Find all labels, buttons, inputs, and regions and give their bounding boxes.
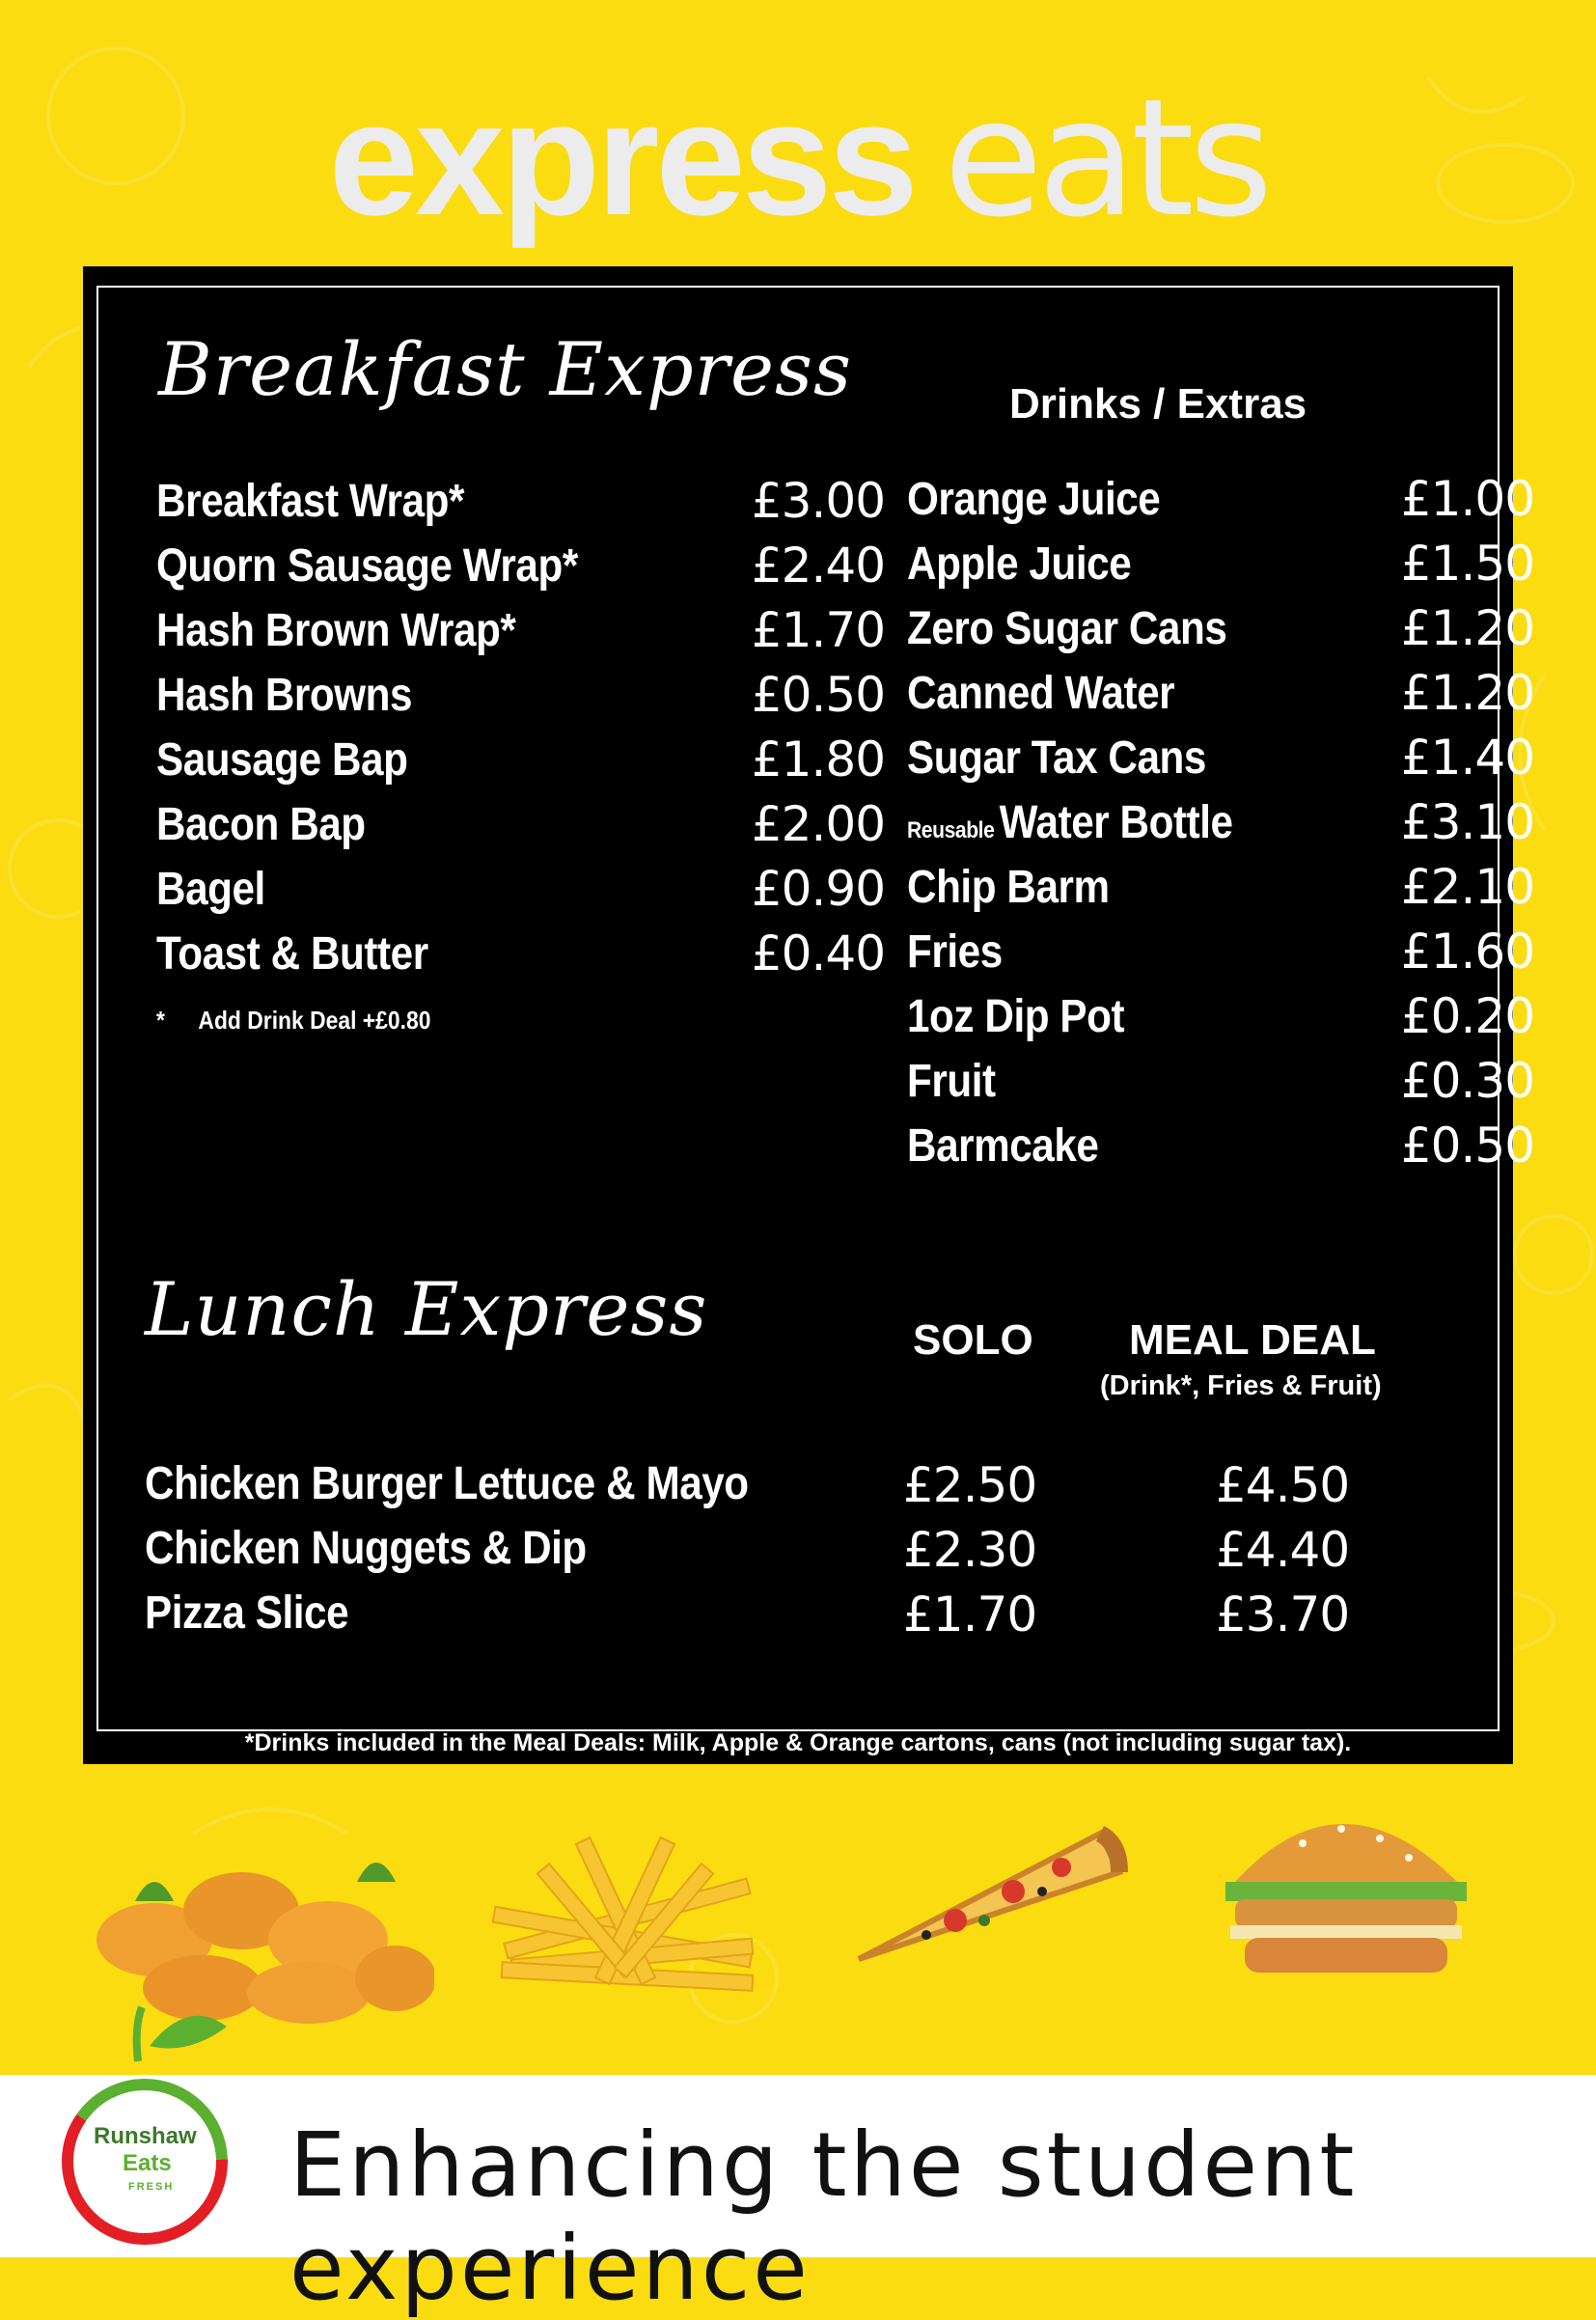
drinks-heading: Drinks / Extras bbox=[1009, 380, 1307, 428]
item-price: £0.90 bbox=[751, 861, 885, 917]
runshaw-eats-logo bbox=[53, 1969, 236, 2253]
item-name-text: Canned Water bbox=[907, 667, 1175, 719]
item-name bbox=[907, 538, 1131, 591]
item-name: Pizza Slice bbox=[145, 1588, 349, 1639]
item-name: Bacon Bap bbox=[156, 798, 366, 850]
drinks-item bbox=[907, 920, 1534, 983]
item-price: £1.00 bbox=[1400, 471, 1534, 527]
item-price: £1.80 bbox=[751, 732, 885, 787]
item-name-text: Chip Barm bbox=[907, 861, 1110, 913]
item-name bbox=[907, 473, 1160, 526]
meal-deal-label: MEAL DEAL bbox=[1129, 1316, 1376, 1364]
logo-text-eats: Eats bbox=[123, 2150, 172, 2176]
drinks-item bbox=[907, 532, 1534, 595]
item-name: Chicken Burger Lettuce & Mayo bbox=[145, 1458, 749, 1509]
item-name bbox=[907, 925, 1003, 979]
item-price: £1.20 bbox=[1400, 600, 1534, 656]
item-price: £1.70 bbox=[751, 602, 885, 658]
item-name bbox=[907, 1055, 996, 1108]
note-star: * bbox=[156, 1006, 165, 1035]
drinks-item bbox=[907, 467, 1534, 531]
drinks-item bbox=[907, 1049, 1534, 1113]
item-name-text: Fruit bbox=[907, 1055, 996, 1107]
item-price: £3.10 bbox=[1400, 794, 1534, 850]
item-name-text: Apple Juice bbox=[907, 538, 1132, 590]
breakfast-item bbox=[156, 922, 885, 985]
lunch-heading: Lunch Express bbox=[145, 1266, 708, 1352]
breakfast-item bbox=[156, 469, 885, 533]
meal-deal-price: £4.50 bbox=[1216, 1457, 1350, 1513]
item-price: £1.50 bbox=[1400, 536, 1534, 592]
item-price: £1.40 bbox=[1400, 730, 1534, 786]
item-name: Quorn Sausage Wrap* bbox=[156, 539, 578, 592]
item-name-text: Barmcake bbox=[907, 1119, 1099, 1172]
item-price: £2.00 bbox=[751, 796, 885, 852]
breakfast-item bbox=[156, 534, 885, 597]
item-name: Hash Brown Wrap* bbox=[156, 604, 516, 656]
breakfast-item bbox=[156, 598, 885, 662]
meal-deal-price: £3.70 bbox=[1216, 1587, 1350, 1643]
tagline: Enhancing the student experience bbox=[289, 2113, 1358, 2320]
title-eats: eats bbox=[943, 64, 1268, 253]
item-price: £3.00 bbox=[751, 473, 885, 529]
item-price: £0.40 bbox=[751, 925, 885, 981]
item-price: £0.50 bbox=[1400, 1118, 1534, 1174]
drinks-item bbox=[907, 1114, 1534, 1177]
breakfast-item bbox=[156, 857, 885, 921]
item-name bbox=[907, 667, 1174, 720]
drinks-item bbox=[907, 596, 1534, 660]
note-text: Add Drink Deal +£0.80 bbox=[198, 1006, 431, 1035]
pizza-slice-image bbox=[839, 1814, 1139, 2007]
meal-deal-footnote: *Drinks included in the Meal Deals: Milk, Apple & Orange cartons, cans (not including sugar tax). bbox=[244, 1729, 1352, 1756]
item-price: £0.50 bbox=[751, 667, 885, 723]
breakfast-item bbox=[156, 728, 885, 791]
logo-text-fresh: FRESH bbox=[128, 2181, 175, 2193]
item-name bbox=[907, 1119, 1098, 1173]
solo-label: SOLO bbox=[913, 1316, 1033, 1364]
item-name-text: Fries bbox=[907, 925, 1003, 978]
solo-price: £2.50 bbox=[903, 1457, 1037, 1513]
item-name: Chicken Nuggets & Dip bbox=[145, 1523, 587, 1574]
item-price: £1.20 bbox=[1400, 665, 1534, 721]
fries-image bbox=[463, 1814, 782, 2007]
item-name bbox=[907, 732, 1206, 785]
item-price: £1.60 bbox=[1400, 924, 1534, 980]
drinks-item bbox=[907, 790, 1534, 854]
item-name: Breakfast Wrap* bbox=[156, 475, 464, 527]
breakfast-item bbox=[156, 792, 885, 856]
breakfast-item bbox=[156, 663, 885, 727]
item-prefix: Reusable bbox=[907, 816, 995, 843]
breakfast-heading: Breakfast Express bbox=[158, 326, 852, 412]
logo-text-runshaw: Runshaw bbox=[94, 2123, 197, 2149]
drinks-item bbox=[907, 661, 1534, 725]
lunch-item bbox=[145, 1579, 1399, 1643]
item-name bbox=[907, 602, 1226, 655]
item-name-text: Water Bottle bbox=[999, 796, 1233, 848]
item-name: Sausage Bap bbox=[156, 733, 408, 786]
drinks-item bbox=[907, 984, 1534, 1048]
title-express: express bbox=[328, 68, 915, 249]
item-price: £0.20 bbox=[1400, 988, 1534, 1044]
solo-price: £1.70 bbox=[903, 1587, 1037, 1643]
page-title bbox=[0, 64, 1596, 253]
breakfast-note bbox=[156, 1006, 430, 1036]
item-name-text: 1oz Dip Pot bbox=[907, 990, 1125, 1042]
drinks-item bbox=[907, 726, 1534, 789]
item-name bbox=[907, 861, 1110, 914]
item-name: Hash Browns bbox=[156, 669, 413, 721]
apple-logo-icon bbox=[53, 1969, 236, 2249]
menu-board bbox=[83, 266, 1534, 1764]
item-name: Bagel bbox=[156, 863, 265, 915]
item-name-text: Orange Juice bbox=[907, 473, 1161, 525]
item-price: £2.10 bbox=[1400, 859, 1534, 915]
burger-image bbox=[1206, 1776, 1486, 1998]
solo-price: £2.30 bbox=[903, 1522, 1037, 1578]
lunch-item bbox=[145, 1514, 1399, 1578]
item-price: £0.30 bbox=[1400, 1053, 1534, 1109]
item-price: £2.40 bbox=[751, 538, 885, 594]
meal-deal-price: £4.40 bbox=[1216, 1522, 1350, 1578]
item-name-text: Zero Sugar Cans bbox=[907, 602, 1227, 654]
meal-deal-subtitle: (Drink*, Fries & Fruit) bbox=[1100, 1370, 1382, 1401]
item-name bbox=[907, 990, 1124, 1043]
item-name bbox=[907, 796, 1233, 849]
lunch-item bbox=[145, 1450, 1399, 1513]
drinks-item bbox=[907, 855, 1534, 919]
item-name: Toast & Butter bbox=[156, 927, 428, 980]
item-name-text: Sugar Tax Cans bbox=[907, 732, 1206, 784]
